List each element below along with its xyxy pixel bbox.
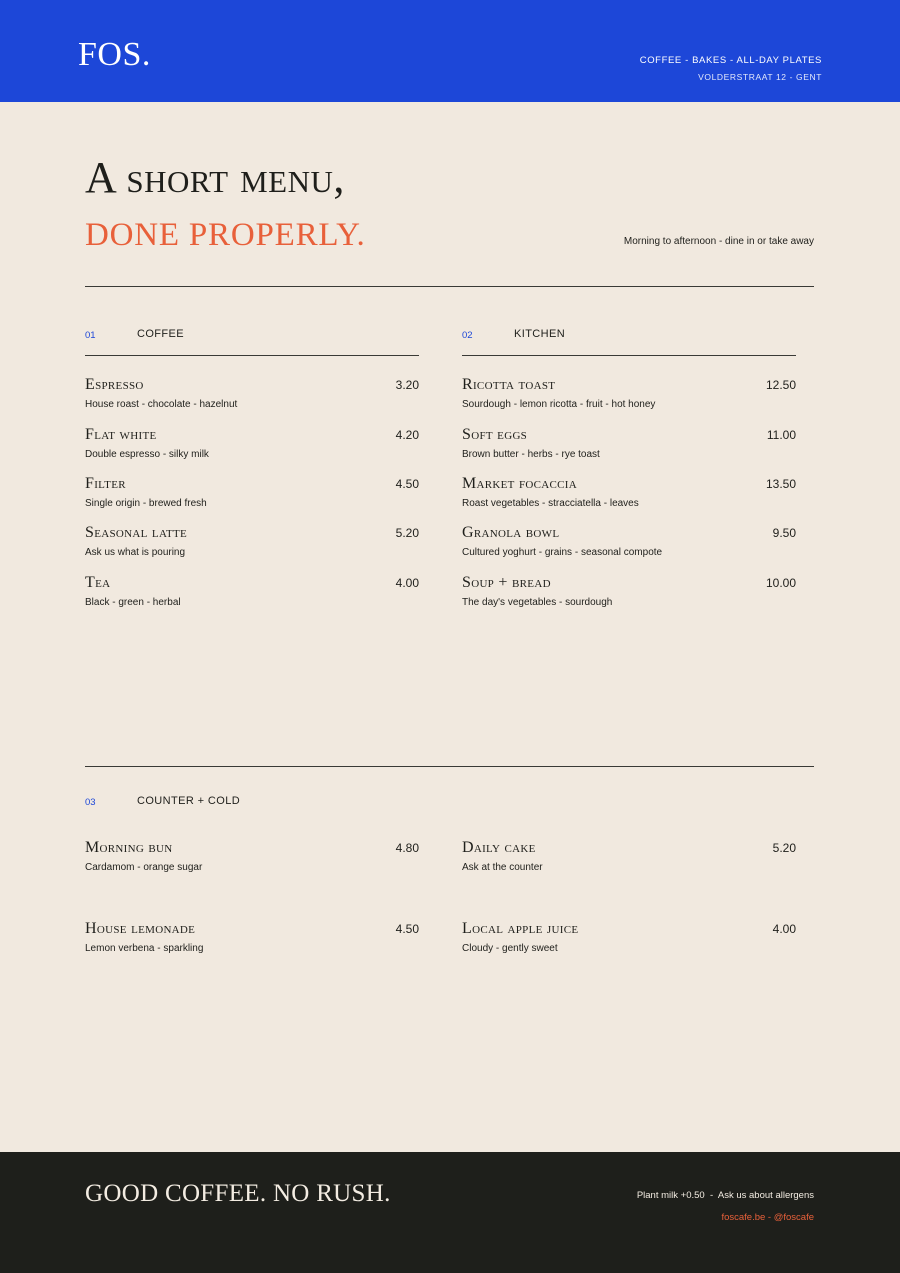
page-subtitle: DONE PROPERLY. bbox=[85, 217, 366, 253]
menu-item bbox=[85, 426, 419, 470]
menu-item-description: Lemon verbena - sparkling bbox=[85, 943, 204, 954]
menu-item bbox=[462, 839, 796, 883]
menu-item bbox=[85, 574, 419, 618]
service-hours: Morning to afternoon - dine in or take away bbox=[623, 236, 814, 247]
menu-item-name: House lemonade bbox=[85, 920, 196, 937]
header-address: VOLDERSTRAAT 12 - GENT bbox=[698, 72, 822, 82]
menu-item-price: 5.20 bbox=[395, 526, 419, 540]
section-title-kitchen: KITCHEN bbox=[514, 328, 566, 340]
page-title: A short menu, bbox=[85, 153, 345, 202]
menu-item-name: Granola bowl bbox=[462, 524, 560, 541]
header-tagline: COFFEE - BAKES - ALL-DAY PLATES bbox=[639, 55, 822, 66]
menu-item-price: 10.00 bbox=[765, 576, 796, 590]
menu-item bbox=[462, 920, 796, 964]
menu-item-description: House roast - chocolate - hazelnut bbox=[85, 399, 238, 410]
footer-note: Plant milk +0.50 - Ask us about allergens bbox=[636, 1190, 814, 1201]
menu-item-price: 4.20 bbox=[395, 428, 419, 442]
menu-item-description: The day's vegetables - sourdough bbox=[462, 597, 613, 608]
menu-item-name: Daily cake bbox=[462, 839, 536, 856]
menu-item-price: 9.50 bbox=[772, 526, 796, 540]
section-divider bbox=[85, 355, 419, 356]
divider bbox=[85, 766, 814, 767]
section-title-coffee: COFFEE bbox=[137, 328, 185, 340]
menu-item-name: Ricotta toast bbox=[462, 376, 556, 393]
menu-item-name: Soup + bread bbox=[462, 574, 551, 591]
menu-item bbox=[85, 376, 419, 420]
menu-item bbox=[85, 524, 419, 568]
menu-item-name: Espresso bbox=[85, 376, 144, 393]
menu-item-name: Tea bbox=[85, 574, 111, 591]
header-bar bbox=[0, 0, 900, 102]
menu-item-name: Filter bbox=[85, 475, 126, 492]
menu-item-name: Seasonal latte bbox=[85, 524, 188, 541]
menu-item bbox=[462, 376, 796, 420]
menu-item-description: Brown butter - herbs - rye toast bbox=[462, 449, 600, 460]
menu-item bbox=[462, 524, 796, 568]
menu-item bbox=[85, 839, 419, 883]
menu-item-name: Market focaccia bbox=[462, 475, 578, 492]
menu-item-price: 5.20 bbox=[772, 841, 796, 855]
menu-item-price: 4.00 bbox=[772, 922, 796, 936]
logo: FOS. bbox=[78, 36, 151, 73]
menu-item bbox=[462, 574, 796, 618]
menu-item-description: Cultured yoghurt - grains - seasonal compote bbox=[462, 547, 663, 558]
menu-item-description: Sourdough - lemon ricotta - fruit - hot honey bbox=[462, 399, 656, 410]
menu-item-description: Roast vegetables - stracciatella - leaves bbox=[462, 498, 639, 509]
section-number-counter: 03 bbox=[85, 797, 96, 808]
divider bbox=[85, 286, 814, 287]
footer-slogan: GOOD COFFEE. NO RUSH. bbox=[85, 1180, 391, 1207]
menu-item-description: Black - green - herbal bbox=[85, 597, 181, 608]
menu-item-price: 13.50 bbox=[765, 477, 796, 491]
menu-item-price: 12.50 bbox=[765, 378, 796, 392]
section-number-coffee: 01 bbox=[85, 330, 96, 341]
menu-item-description: Double espresso - silky milk bbox=[85, 449, 209, 460]
menu-item-price: 4.80 bbox=[395, 841, 419, 855]
menu-item bbox=[462, 475, 796, 519]
footer-bar bbox=[0, 1152, 900, 1273]
menu-item bbox=[462, 426, 796, 470]
section-number-kitchen: 02 bbox=[462, 330, 473, 341]
menu-item-description: Cloudy - gently sweet bbox=[462, 943, 558, 954]
section-divider bbox=[462, 355, 796, 356]
menu-item-name: Flat white bbox=[85, 426, 157, 443]
section-title-counter: COUNTER + COLD bbox=[137, 795, 241, 807]
menu-item-name: Local apple juice bbox=[462, 920, 579, 937]
menu-item-name: Soft eggs bbox=[462, 426, 528, 443]
menu-item-price: 4.00 bbox=[395, 576, 419, 590]
menu-item-description: Cardamom - orange sugar bbox=[85, 862, 203, 873]
menu-item-description: Ask us what is pouring bbox=[85, 547, 186, 558]
menu-item bbox=[85, 920, 419, 964]
menu-item-description: Ask at the counter bbox=[462, 862, 543, 873]
footer-links[interactable]: foscafe.be - @foscafe bbox=[721, 1212, 814, 1223]
menu-item-name: Morning bun bbox=[85, 839, 173, 856]
menu-item-price: 3.20 bbox=[395, 378, 419, 392]
menu-item-description: Single origin - brewed fresh bbox=[85, 498, 207, 509]
menu-item bbox=[85, 475, 419, 519]
menu-item-price: 4.50 bbox=[395, 477, 419, 491]
menu-item-price: 4.50 bbox=[395, 922, 419, 936]
menu-item-price: 11.00 bbox=[766, 428, 796, 442]
